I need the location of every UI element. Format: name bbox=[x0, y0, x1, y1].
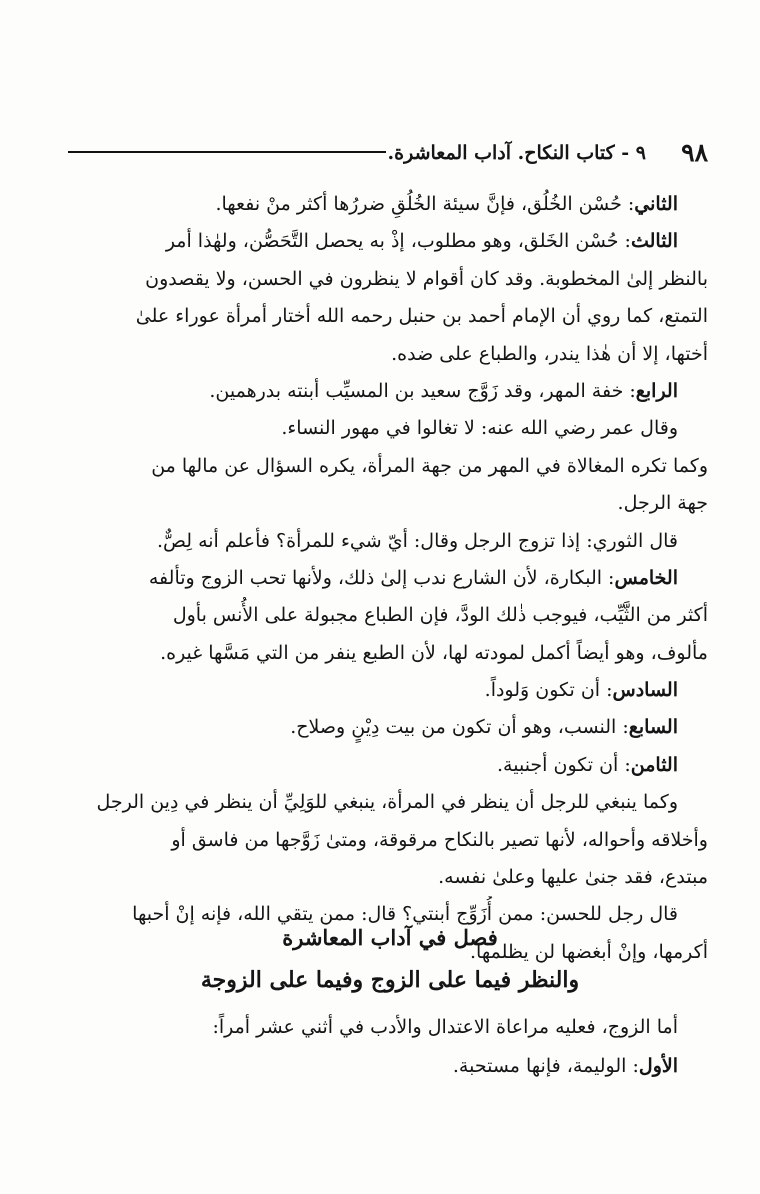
text-line: أكرمها، وإنْ أبغضها لن يظلمها. bbox=[470, 940, 708, 963]
page-number: ٩٨ bbox=[681, 138, 708, 167]
text-line: السادس: أن تكون وَلوداً. bbox=[484, 679, 678, 702]
text-line: أكثر من الثَّيِّب، فيوجب ذٰلك الودَّ، فإن الطباع مجبولة على الأُنس بأول bbox=[172, 604, 708, 627]
section-body bbox=[72, 1008, 708, 1086]
section-subtitle: والنظر فيما على الزوج وفيما على الزوجة bbox=[200, 967, 580, 993]
item-label: الأول bbox=[638, 1055, 678, 1077]
header-rule bbox=[68, 151, 386, 153]
text-line: السابع: النسب، وهو أن تكون من بيت دِيْنٍ وصلاح. bbox=[290, 716, 678, 739]
item-label: الثاني bbox=[634, 193, 678, 215]
text-line: التمتع، كما روي أن الإمام أحمد بن حنبل رحمه الله أختار أمرأة عوراء علىٰ bbox=[135, 305, 708, 328]
item-label: الثامن bbox=[630, 753, 678, 776]
text-line: وكما ينبغي للرجل أن ينظر في المرأة، ينبغي للوَلِيِّ أن ينظر في دِين الرجل bbox=[96, 791, 678, 814]
text-line: جهة الرجل. bbox=[617, 492, 708, 515]
text-line: أختها، إلا أن هٰذا يندر، والطباع على ضده. bbox=[391, 342, 708, 365]
text-line: مبتدع، فقد جنىٰ عليها وعلىٰ نفسه. bbox=[438, 866, 708, 889]
text-line: وأخلاقه وأحواله، لأنها تصير بالنكاح مرقوقة، ومتىٰ زَوَّجها من فاسق أو bbox=[171, 828, 708, 851]
text-line: وقال عمر رضي الله عنه: لا تغالوا في مهور النساء. bbox=[281, 417, 678, 440]
running-head: ٩ - كتاب النكاح. آداب المعاشرة. bbox=[387, 142, 646, 164]
text-line: وكما تكره المغالاة في المهر من جهة المرأة، يكره السؤال عن مالها من bbox=[151, 454, 708, 477]
text-line: بالنظر إلىٰ المخطوبة. وقد كان أقوام لا ينظرون في الحسن، ولا يقصدون bbox=[145, 267, 708, 290]
text-line: مألوف، وهو أيضاً أكمل لمودته لها، لأن الطبع ينفر من التي مَسَّها غيره. bbox=[160, 641, 708, 664]
section-heading bbox=[72, 918, 708, 1002]
text-line: الرابع: خفة المهر، وقد زَوَّج سعيد بن المسيِّب أبنته بدرهمين. bbox=[209, 379, 678, 402]
section-title: فصل في آداب المعاشرة bbox=[282, 925, 498, 950]
item-label: الرابع bbox=[635, 379, 678, 402]
text-line: الثالث: حُسْن الخَلق، وهو مطلوب، إذْ به يحصل التَّحَصُّن، ولهٰذا أمر bbox=[165, 230, 678, 253]
item-label: السادس bbox=[612, 679, 678, 702]
text-line: أما الزوج، فعليه مراعاة الاعتدال والأدب في أثني عشر أمراً: bbox=[212, 1016, 678, 1038]
item-label: السابع bbox=[628, 716, 678, 739]
text-line: الثاني: حُسْن الخُلُق، فإنَّ سيئة الخُلُقِ ضررُها أكثر منْ نفعها. bbox=[215, 193, 678, 215]
body-text bbox=[72, 186, 708, 971]
text-line: قال رجل للحسن: ممن أُزَوِّج أبنتي؟ قال: ممن يتقي الله، فإنه إنْ أحبها bbox=[132, 903, 678, 926]
text-line: الثامن: أن تكون أجنبية. bbox=[497, 753, 678, 776]
page-header bbox=[68, 138, 708, 178]
item-label: الثالث bbox=[630, 230, 678, 253]
item-label: الخامس bbox=[614, 566, 678, 589]
text-line: الخامس: البكارة، لأن الشارع ندب إلىٰ ذلك، ولأنها تحب الزوج وتألفه bbox=[148, 566, 678, 589]
text-line: قال الثوري: إذا تزوج الرجل وقال: أيّ شيء للمرأة؟ فأعلم أنه لِصٌّ. bbox=[156, 529, 678, 552]
text-line: الأول: الوليمة، فإنها مستحبة. bbox=[452, 1055, 678, 1077]
